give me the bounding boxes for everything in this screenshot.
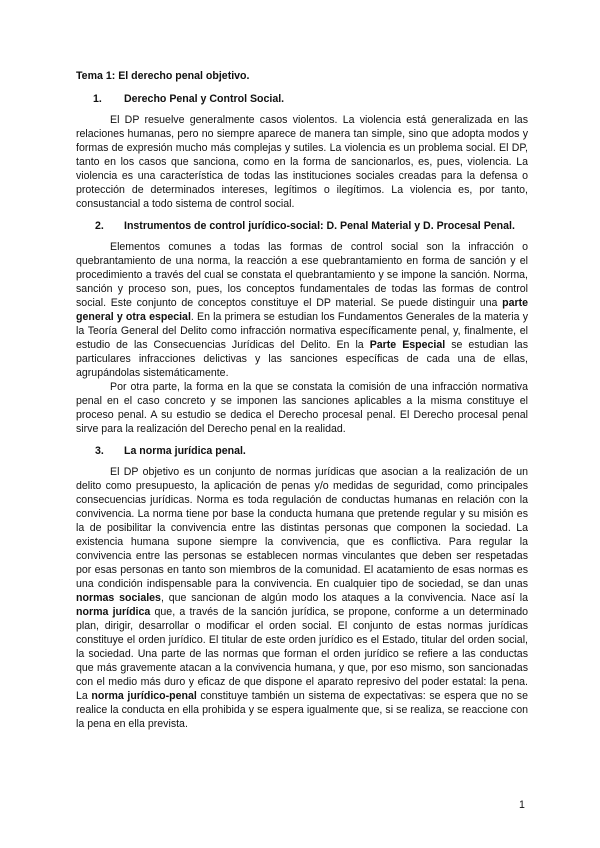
section-number: 2.	[95, 220, 104, 232]
text-run: se estudian las particulares infracciones delictivas y las sanciones específicas de cada una de ellas, agrupándolas sistemáticamente.	[76, 339, 528, 379]
bold-term: Parte Especial	[369, 339, 446, 351]
bold-term: norma jurídico-penal	[91, 690, 197, 702]
paragraph	[76, 380, 528, 436]
section-2	[76, 219, 528, 436]
text-run: Por otra parte, la forma en la que se constata la comisión de una infracción normativa penal en el caso concreto y se imponen las sanciones aplicables a la misma constituye el proceso penal. A su estudio se dedica el Derecho procesal penal. El Derecho procesal penal sirve para la realización del Derecho penal en la realidad.	[76, 381, 528, 435]
section-heading	[76, 219, 528, 233]
text-run: constituye también un sistema de expectativas: se espera que no se realice la conducta en ella prohibida y se espera igualmente que, si se realiza, se reaccione con la pena en ella prevista.	[76, 690, 528, 730]
text-run: El DP resuelve generalmente casos violentos. La violencia está generalizada en las relaciones humanas, pero no siempre aparece de manera tan simple, sino que adopta modos y formas de expresión mucho más complejas y sutiles. La violencia es un problema social. El DP, tanto en los casos que sanciona, como en la forma de sancionarlos, es, pues, violencia. La violencia es una característica de todas las instituciones sociales creadas para la defensa o protección de determinados intereses, legítimos o ilegítimos. La violencia es, por tanto, consustancial a todo sistema de control social.	[76, 114, 528, 210]
paragraph	[76, 240, 528, 380]
paragraph	[76, 113, 528, 211]
text-run: que, a través de la sanción jurídica, se propone, conforme a un determinado plan, dirigir, desarrollar o modificar el orden social. El conjunto de estas normas jurídicas constituye el orden jurídico. El titular de este orden jurídico es el Estado, titular del orden social, la sociedad. Una parte de las normas que forman el orden jurídico se refiere a las conductas que más gravemente atacan a la convivencia humana, y que, por eso mismo, son sancionadas con el medio más duro y eficaz de que dispone el aparato represivo del poder estatal: la pena. La	[76, 606, 529, 702]
page-content	[76, 69, 528, 731]
text-run: , que sancionan de algún modo los ataques a la convivencia. Nace así la	[160, 592, 529, 604]
document-title: Tema 1: El derecho penal objetivo.	[76, 70, 250, 82]
bold-term: parte general y otra especial	[76, 297, 528, 323]
section-title: La norma jurídica penal.	[124, 445, 246, 457]
section-number: 1.	[93, 93, 102, 105]
text-run: Elementos comunes a todas las formas de control social son la infracción o quebrantamiento de una norma, la reacción a ese quebrantamiento en forma de sanción y el procedimiento a través del cual se constata el quebrantamiento y se impone la sanción. Norma, sanción y proceso son, pues, los conceptos fundamentales de todas las formas de control social. Este conjunto de conceptos constituye el DP material. Se puede distinguir una	[76, 241, 528, 309]
page-number: 1	[519, 799, 525, 811]
bold-term: norma jurídica	[76, 606, 151, 618]
text-run: . En la primera se estudian los Fundamentos Generales de la materia y la Teoría General del Delito como infracción normativa específicamente penal, y, finalmente, el estudio de las Consecuencias Jurídicas del Delito. En la	[76, 311, 528, 351]
text-run: El DP objetivo es un conjunto de normas jurídicas que asocian a la realización de un delito como presupuesto, la aplicación de penas y/o medidas de seguridad, como principales consecuencias jurídicas. Norma es toda regulación de conductas humanas en relación con la convivencia. La norma tiene por base la conducta humana que pretende regular y su misión es la de posibilitar la convivencia entre las distintas personas que componen la sociedad. La existencia humana supone siempre la convivencia, que es conflictiva. Para regular la convivencia entre las personas se establecen normas vinculantes que deben ser respetadas por esas personas en tanto son miembros de la comunidad. El acatamiento de esas normas es una condición indispensable para la convivencia. En cualquier tipo de sociedad, se dan unas	[76, 466, 528, 590]
section-1	[76, 92, 528, 211]
section-title: Instrumentos de control jurídico-social: D. Penal Material y D. Procesal Penal.	[124, 220, 515, 232]
section-3	[76, 444, 528, 731]
paragraph	[76, 465, 528, 731]
bold-term: normas sociales	[76, 592, 161, 604]
section-title: Derecho Penal y Control Social.	[124, 93, 285, 105]
section-heading	[76, 444, 528, 458]
section-heading	[76, 92, 528, 106]
section-number: 3.	[95, 445, 104, 457]
